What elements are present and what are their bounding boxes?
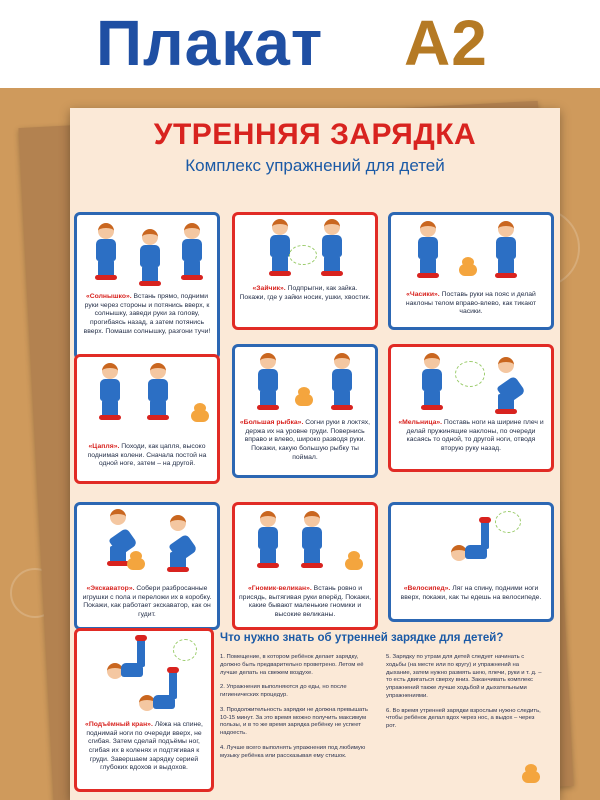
- kid-figure-icon: [491, 221, 521, 279]
- tips-column-left: [220, 654, 378, 768]
- product-header: [0, 0, 600, 88]
- tips-column-right: [386, 654, 544, 738]
- exercise-card-bunny: [232, 212, 378, 330]
- kid-figure-icon: [491, 357, 521, 415]
- tips-title: Что нужно знать об утренней зарядке для детей?: [220, 632, 504, 644]
- exercise-text: Встань прямо, подними руки через стороны и потянись вверх, к солнышку, заведи руки за голову, прогибаясь назад, а затем потянись вверх. Помаши солнышку, разгони тучи!: [83, 293, 211, 335]
- exercise-card-sunshine: [74, 212, 220, 360]
- poster: [70, 108, 560, 800]
- exercise-text: Собери разбросанные игрушки с пола и переложи их в коробку. Покажи, как работает экскаватор, как он гудит.: [82, 585, 212, 619]
- motion-arrow-icon: [455, 361, 485, 387]
- exercise-caption: [81, 585, 213, 620]
- exercise-text: Ляг на спину, подними ноги вверх, покажи, как ты едешь на велосипеде.: [400, 585, 542, 601]
- exercise-text: Согни руки в локтях, держа их на уровне груди. Повернись вправо и влево, широко разводя руки. Покажи, какую большую рыбку ты поймал.: [244, 419, 371, 461]
- kid-figure-icon: [327, 353, 357, 411]
- exercise-text: Поставь руки на пояс и делай наклоны телом вправо-влево, как тикают часики.: [405, 291, 537, 316]
- exercise-text: Лёжа на спине, поднимай ноги по очереди вверх, не сгибая. Затем сделай подъёмы ног, сгибая их в коленях и подтягивая к груди. Завершаем зарядку серией глубоких вдохов и выдохов.: [86, 721, 203, 772]
- exercise-name: «Солнышко».: [85, 293, 132, 300]
- exercise-card-clock: [388, 212, 554, 330]
- exercise-name: «Экскаватор».: [86, 585, 135, 592]
- exercise-name: «Большая рыбка».: [239, 419, 304, 426]
- exercise-card-windmill: [388, 344, 554, 472]
- exercise-caption: [395, 419, 547, 454]
- tip-item: 4. Лучше всего выполнять упражнения под любимую музыку ребёнка или рассказывая ему стишок.: [220, 745, 366, 759]
- poster-title: УТРЕННЯЯ ЗАРЯДКА: [153, 118, 477, 151]
- kid-figure-icon: [91, 223, 121, 281]
- kid-figure-icon: [413, 221, 443, 279]
- exercise-card-big-fish: [232, 344, 378, 478]
- kid-figure-icon: [163, 515, 193, 573]
- header-word-poster: Плакат: [96, 7, 324, 79]
- exercise-caption: [239, 285, 371, 302]
- kid-figure-icon: [253, 353, 283, 411]
- cat-icon: [457, 257, 479, 277]
- exercise-text: Встань ровно и присядь, вытягивая руки вперёд. Покажи, какие бывают маленькие гномики и высокие великаны.: [239, 585, 372, 619]
- exercise-card-bicycle: [388, 502, 554, 622]
- kid-figure-icon: [451, 515, 481, 573]
- tip-item: 5. Зарядку по утрам для детей следует начинать с ходьбы (на месте или по кругу) и упражнений на дыхание, затем нужно размять шею, плечи, руки и т. д. – то есть двигаться сверху вниз. Заканчивать комплекс упражнений также лучше ходьбой и дыхательными упражнениями.: [386, 654, 542, 699]
- exercise-name: «Велосипед».: [403, 585, 451, 592]
- exercise-name: «Гномик-великан».: [247, 585, 312, 592]
- motion-arrow-icon: [173, 639, 197, 661]
- kid-figure-icon: [265, 219, 295, 277]
- tip-item: 2. Упражнения выполняются до еды, но после гигиенических процедур.: [220, 684, 347, 699]
- exercise-caption: [81, 293, 213, 336]
- exercise-text: Походи, как цапля, высоко поднимая колени. Сначала постой на одной ноге, затем – на другой.: [87, 443, 207, 468]
- exercise-caption: [395, 585, 547, 602]
- tip-item: 3. Продолжительность зарядки не должна превышать 10-15 минут. За это время можно получить максимум пользы, и в то же время зарядка ребёнку не успеет надоесть.: [220, 706, 368, 737]
- exercise-text: Поставь ноги на ширине плеч и делай пружинящие наклоны, по очереди касаясь то одной, то другой ноги, отводя вторую руку назад.: [406, 419, 544, 453]
- cat-icon: [125, 551, 147, 571]
- cat-icon: [343, 551, 365, 571]
- kid-figure-icon: [139, 665, 169, 723]
- exercise-name: «Подъёмный кран».: [85, 721, 153, 728]
- exercise-caption: [81, 721, 207, 773]
- exercise-card-heron: [74, 354, 220, 484]
- exercise-name: «Зайчик».: [252, 285, 286, 292]
- exercise-name: «Мельница».: [398, 419, 443, 426]
- poster-subtitle: Комплекс упражнений для детей: [185, 156, 445, 175]
- exercise-card-gnome-giant: [232, 502, 378, 630]
- exercise-caption: [239, 419, 371, 462]
- tips-section: [220, 632, 552, 792]
- exercise-card-crane: [74, 628, 214, 792]
- kid-figure-icon: [253, 511, 283, 569]
- cat-icon: [520, 764, 542, 784]
- exercise-card-excavator: [74, 502, 220, 630]
- cat-icon: [189, 403, 211, 423]
- kid-figure-icon: [177, 223, 207, 281]
- kid-figure-icon: [143, 363, 173, 421]
- motion-arrow-icon: [495, 511, 521, 533]
- exercise-name: «Часики».: [406, 291, 440, 298]
- exercise-caption: [395, 291, 547, 317]
- exercise-caption: [81, 443, 213, 469]
- tip-item: 1. Помещение, в котором ребёнок делает зарядку, должно быть предварительно проветрено. Летом её лучше делать на свежем воздухе.: [220, 654, 364, 676]
- tip-item: 6. Во время утренней зарядки взрослым нужно следить, чтобы ребёнок делал вдох через нос, а выдох – через рот.: [386, 707, 541, 730]
- exercise-text: Подпрыгни, как зайка. Покажи, где у зайки носик, ушки, хвостик.: [239, 285, 371, 301]
- motion-arrow-icon: [289, 245, 317, 265]
- kid-figure-icon: [297, 511, 327, 569]
- kid-figure-icon: [417, 353, 447, 411]
- exercise-name: «Цапля».: [88, 443, 120, 450]
- header-word-size: А2: [404, 7, 488, 79]
- exercise-caption: [239, 585, 371, 620]
- cat-icon: [293, 387, 315, 407]
- kid-figure-icon: [135, 229, 165, 287]
- kid-figure-icon: [317, 219, 347, 277]
- kid-figure-icon: [107, 633, 137, 691]
- kid-figure-icon: [95, 363, 125, 421]
